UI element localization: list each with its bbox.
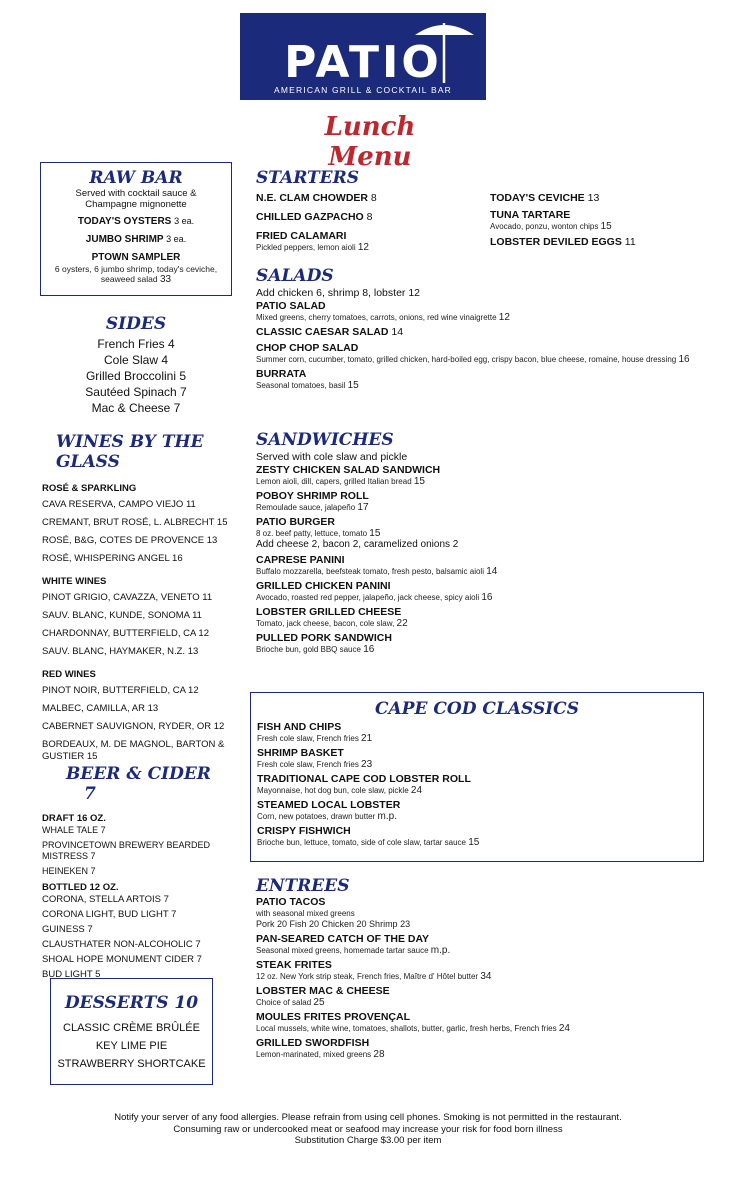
menu-item (256, 326, 706, 339)
menu-item-name: PATIO TACOS (256, 896, 326, 908)
menu-item-desc (256, 381, 706, 391)
menu-item-title: PATIO BURGER (256, 516, 335, 528)
desserts-heading: DESSERTS 10 (64, 993, 199, 1013)
menu-item (257, 799, 703, 822)
sandwiches-heading: SANDWICHES (256, 430, 394, 450)
menu-item-name (256, 211, 476, 224)
draft-title: DRAFT 16 OZ. (42, 813, 106, 824)
menu-item-name (256, 1037, 706, 1050)
menu-item-title: PULLED PORK SANDWICH (256, 632, 392, 644)
menu-item-desc (256, 355, 706, 365)
menu-item-desc (256, 946, 706, 956)
dessert-item: STRAWBERRY SHORTCAKE (57, 1058, 206, 1070)
menu-item-name (256, 300, 706, 313)
menu-item (256, 554, 706, 577)
menu-item-price: 8 (366, 211, 373, 223)
menu-item-desc (256, 477, 706, 487)
menu-item (256, 632, 706, 655)
wines-heading: WINES BY THE GLASS (56, 432, 204, 472)
wine-group-title: WHITE WINES (42, 576, 107, 587)
menu-item (256, 368, 706, 391)
side-item: Mac & Cheese 7 (91, 401, 181, 415)
menu-item-price: 15 (413, 476, 425, 487)
menu-item-desc (257, 734, 703, 744)
menu-item-desc: with seasonal mixed greens (256, 909, 355, 918)
menu-item-desc (256, 529, 706, 539)
starters-heading: STARTERS (256, 168, 360, 188)
menu-item-name (256, 516, 706, 529)
footer-line: Consuming raw or undercooked meat or seafood may increase your risk for food born illness (173, 1123, 563, 1135)
cape-cod-heading: CAPE COD CLASSICS (375, 699, 579, 719)
wines-section (42, 432, 242, 773)
logo-wordmark: PATIO (284, 37, 442, 88)
raw-bar-heading: RAW BAR (89, 168, 183, 188)
wine-item: ROSÉ, WHISPERING ANGEL 16 (42, 553, 183, 564)
menu-item-title: CHOP CHOP SALAD (256, 342, 359, 354)
menu-item-desc-text: Tomato, jack cheese, bacon, cole slaw, (256, 619, 395, 628)
menu-item-price: 15 (468, 837, 480, 848)
menu-item-price: 12 (357, 242, 369, 253)
entrees-heading: ENTREES (256, 876, 350, 896)
menu-item-desc-text: Corn, new potatoes, drawn butter (257, 812, 376, 821)
raw-bar-item-price: 3 ea. (166, 234, 187, 244)
menu-item-name (256, 632, 706, 645)
menu-item-price: 12 (498, 312, 510, 323)
menu-item-price: 13 (587, 192, 600, 204)
menu-item (256, 959, 706, 982)
wine-item: CHARDONNAY, BUTTERFIELD, CA 12 (42, 628, 209, 639)
raw-bar-item-name (41, 215, 231, 228)
menu-item-desc-text: Summer corn, cucumber, tomato, grilled chicken, hard-boiled egg, crispy bacon, blue cheese, romaine, house dressing (256, 355, 677, 364)
menu-item-price: 17 (357, 502, 369, 513)
raw-bar-item-name (41, 251, 231, 264)
menu-item-desc (256, 1024, 706, 1034)
menu-item-price: 15 (600, 221, 612, 232)
menu-item-desc-text: Remoulade sauce, jalapeño (256, 503, 356, 512)
menu-item-name (257, 721, 703, 734)
menu-item-extra: Add cheese 2, bacon 2, caramelized onions 2 (256, 539, 459, 550)
wine-item: PINOT GRIGIO, CAVAZZA, VENETO 11 (42, 592, 213, 603)
sandwiches-section (256, 430, 706, 658)
raw-bar-item-title: JUMBO SHRIMP (85, 234, 164, 245)
menu-item (256, 211, 476, 224)
side-item: Sautéed Spinach 7 (85, 385, 187, 399)
menu-item-price: 8 (370, 192, 377, 204)
sides-heading: SIDES (105, 314, 167, 334)
raw-bar-item-price: 3 ea. (174, 216, 195, 226)
menu-item-price: 21 (361, 733, 373, 744)
menu-item-name (490, 236, 710, 249)
beer-item: BUD LIGHT 5 (42, 969, 101, 980)
menu-item (256, 300, 706, 323)
menu-item-title: CHILLED GAZPACHO (256, 211, 364, 223)
menu-item-desc (256, 243, 476, 253)
menu-item-price: 34 (480, 971, 492, 982)
wine-group-title: RED WINES (42, 669, 96, 680)
menu-item-desc (257, 838, 703, 848)
menu-item-price: 23 (361, 759, 373, 770)
menu-item-title: CLASSIC CAESAR SALAD (256, 326, 389, 338)
menu-item (256, 490, 706, 513)
starters-section (256, 168, 706, 253)
beer-heading: BEER & CIDER (66, 764, 211, 784)
menu-item-price: m.p. (377, 811, 397, 822)
wine-item: PINOT NOIR, BUTTERFIELD, CA 12 (42, 685, 199, 696)
menu-item-desc (256, 1050, 706, 1060)
raw-bar-item-desc (41, 264, 231, 285)
raw-bar-item (41, 215, 231, 228)
menu-item-name (256, 464, 706, 477)
footer-line: Notify your server of any food allergies. Please refrain from using cell phones. Smoking is not permitted in the restaurant. (114, 1112, 622, 1123)
menu-item-desc-text: Fresh cole slaw, French fries (257, 734, 359, 743)
menu-item-title: GRILLED SWORDFISH (256, 1037, 370, 1049)
menu-item-title: CRISPY FISHWICH (257, 825, 351, 837)
sides-section (40, 314, 232, 416)
taco-options: Pork 20 Fish 20 Chicken 20 Shrimp 23 (256, 919, 411, 929)
menu-item (256, 933, 706, 956)
salads-note: Add chicken 6, shrimp 8, lobster 12 (256, 287, 421, 299)
dessert-item: KEY LIME PIE (95, 1040, 168, 1052)
beer-item: PROVINCETOWN BREWERY BEARDED MISTRESS 7 (42, 840, 211, 861)
menu-item-desc (256, 619, 706, 629)
bottled-title: BOTTLED 12 OZ. (42, 882, 119, 893)
beer-section (42, 764, 242, 984)
menu-item-desc-text: Local mussels, white wine, tomatoes, shallots, butter, garlic, fresh herbs, French fries (256, 1024, 557, 1033)
menu-item-name (256, 368, 706, 381)
menu-item-price: 16 (363, 644, 375, 655)
menu-item-title: TUNA TARTARE (490, 209, 571, 221)
beer-item: GUINESS 7 (42, 924, 93, 935)
menu-item (256, 606, 706, 629)
beer-item: HEINEKEN 7 (42, 866, 96, 876)
cape-cod-section (250, 692, 704, 862)
menu-item-desc-text: Choice of salad (256, 998, 312, 1007)
menu-item-title: POBOY SHRIMP ROLL (256, 490, 369, 502)
menu-item-title: LOBSTER GRILLED CHEESE (256, 606, 402, 618)
menu-item-name (256, 342, 706, 355)
menu-item-desc (257, 786, 703, 796)
raw-bar-item-title: TODAY'S OYSTERS (77, 216, 172, 227)
raw-bar-item (41, 251, 231, 285)
raw-bar-item-price: 33 (159, 274, 172, 285)
menu-item (256, 1037, 706, 1060)
menu-item-title: STEAK FRITES (256, 959, 332, 971)
menu-item (256, 580, 706, 603)
menu-item-price: 25 (313, 997, 325, 1008)
menu-item-desc-text: 12 oz. New York strip steak, French fries, Maître d' Hôtel butter (256, 972, 479, 981)
menu-item-title: CAPRESE PANINI (256, 554, 345, 566)
menu-item-desc (256, 998, 706, 1008)
wine-item: BORDEAUX, M. DE MAGNOL, BARTON & GUSTIER 15 (42, 739, 225, 762)
menu-item (256, 464, 706, 487)
menu-item-price: 16 (481, 592, 493, 603)
menu-item-title: MOULES FRITES PROVENÇAL (256, 1011, 411, 1023)
menu-item-desc (257, 760, 703, 770)
beer-item: SHOAL HOPE MONUMENT CIDER 7 (42, 954, 202, 965)
menu-item-desc (256, 313, 706, 323)
side-item: Cole Slaw 4 (103, 353, 169, 367)
menu-item-price: 15 (347, 380, 359, 391)
beer-item: CORONA, STELLA ARTOIS 7 (42, 894, 169, 905)
menu-item-desc (256, 972, 706, 982)
menu-item-price: 15 (369, 528, 381, 539)
menu-item-title: GRILLED CHICKEN PANINI (256, 580, 391, 592)
menu-item (257, 747, 703, 770)
menu-item-name (256, 326, 706, 339)
menu-item-desc-text: Seasonal tomatoes, basil (256, 381, 346, 390)
menu-item-price: 24 (410, 785, 423, 796)
raw-bar-item-desc-text: 6 oysters, 6 jumbo shrimp, today's ceviche, seaweed salad (54, 264, 218, 284)
menu-item (256, 516, 706, 551)
beer-item: CORONA LIGHT, BUD LIGHT 7 (42, 909, 177, 920)
menu-item-name (256, 933, 706, 946)
menu-item (256, 1011, 706, 1034)
menu-item-title: STEAMED LOCAL LOBSTER (257, 799, 401, 811)
menu-item-name (256, 490, 706, 503)
menu-item-title: FISH AND CHIPS (257, 721, 342, 733)
menu-item-desc-text: 8 oz. beef patty, lettuce, tomato (256, 529, 368, 538)
menu-item-price: 22 (396, 618, 408, 629)
sandwiches-note: Served with cole slaw and pickle (256, 451, 408, 463)
menu-item-title: LOBSTER DEVILED EGGS (490, 236, 622, 248)
menu-item-title: SHRIMP BASKET (257, 747, 344, 759)
menu-item-desc-text: Lemon aioli, dill, capers, grilled Italian bread (256, 477, 412, 486)
menu-item-desc-text: Mixed greens, cherry tomatoes, carrots, onions, red wine vinaigrette (256, 313, 497, 322)
menu-item-title: LOBSTER MAC & CHEESE (256, 985, 390, 997)
menu-item-desc (490, 222, 710, 232)
menu-item-price: 24 (558, 1023, 570, 1034)
menu-item-price: 28 (373, 1049, 385, 1060)
menu-item-desc-text: Avocado, ponzu, wonton chips (490, 222, 599, 231)
menu-item-name (256, 606, 706, 619)
raw-bar-section (40, 162, 232, 296)
beer-item: CLAUSTHATER NON-ALCOHOLIC 7 (42, 939, 201, 950)
menu-item-name (256, 192, 476, 205)
menu-item-title: TODAY'S CEVICHE (490, 192, 585, 204)
dessert-item: CLASSIC CRÈME BRÛLÉE (63, 1022, 200, 1034)
menu-item-desc-text: Brioche bun, lettuce, tomato, side of cole slaw, tartar sauce (257, 838, 466, 847)
menu-item-desc (257, 812, 703, 822)
menu-item-desc-text: Seasonal mixed greens, homemade tartar sauce (256, 946, 429, 955)
menu-item-price: m.p. (430, 945, 451, 956)
wine-item: CREMANT, BRUT ROSÉ, L. ALBRECHT 15 (42, 517, 228, 528)
menu-item-desc-text: Avocado, roasted red pepper, jalapeño, jack cheese, spicy aioli (256, 593, 480, 602)
logo (240, 13, 486, 100)
wine-item: SAUV. BLANC, KUNDE, SONOMA 11 (42, 610, 202, 621)
menu-item-desc-text: Fresh cole slaw, French fries (257, 760, 359, 769)
page-title: Lunch Menu (324, 112, 416, 172)
salads-heading: SALADS (256, 266, 334, 286)
menu-item-price: 14 (486, 566, 498, 577)
menu-item-name (257, 799, 703, 812)
menu-item (490, 236, 710, 249)
footer (40, 1112, 696, 1147)
menu-item-desc-text: Brioche bun, gold BBQ sauce (256, 645, 361, 654)
menu-item-title: N.E. CLAM CHOWDER (256, 192, 368, 204)
menu-item-name (256, 1011, 706, 1024)
desserts-section (50, 978, 213, 1085)
menu-item-price: 16 (678, 354, 690, 365)
menu-item-desc (256, 567, 706, 577)
menu-item-desc-text: Mayonnaise, hot dog bun, cole slaw, pickle (257, 786, 409, 795)
raw-bar-item-title: PTOWN SAMPLER (91, 252, 181, 263)
side-item: French Fries 4 (97, 337, 175, 351)
menu-item (257, 721, 703, 744)
menu-item-title: FRIED CALAMARI (256, 230, 347, 242)
wine-item: SAUV. BLANC, HAYMAKER, N.Z. 13 (42, 646, 199, 657)
footer-line: Substitution Charge $3.00 per item (294, 1135, 442, 1146)
menu-item (490, 192, 710, 205)
menu-item-desc-text: Pickled peppers, lemon aioli (256, 243, 356, 252)
menu-item-name (490, 192, 710, 205)
menu-item (257, 825, 703, 848)
menu-item (256, 192, 476, 205)
beer-item: WHALE TALE 7 (42, 825, 106, 835)
wine-group-title: ROSÉ & SPARKLING (42, 483, 137, 494)
salads-section (256, 266, 706, 394)
menu-item-price: 11 (624, 236, 636, 248)
side-item: Grilled Broccolini 5 (85, 369, 187, 383)
menu-item-desc (256, 645, 706, 655)
menu-item (256, 342, 706, 365)
menu-item-name (257, 773, 703, 786)
wine-item: ROSÉ, B&G, COTES DE PROVENCE 13 (42, 535, 218, 546)
menu-item-desc (256, 503, 706, 513)
menu-item-title: ZESTY CHICKEN SALAD SANDWICH (256, 464, 441, 476)
menu-item-name (256, 554, 706, 567)
wine-item: CABERNET SAUVIGNON, RYDER, OR 12 (42, 721, 225, 732)
menu-item-title: BURRATA (256, 368, 307, 380)
menu-item (490, 209, 710, 232)
menu-item-title: PATIO SALAD (256, 300, 326, 312)
menu-item-desc-text: Lemon-marinated, mixed greens (256, 1050, 372, 1059)
logo-tagline: AMERICAN GRILL & COCKTAIL BAR (273, 85, 453, 95)
raw-bar-note: Served with cocktail sauce & Champagne mignonette (75, 188, 197, 210)
menu-item-desc-text: Buffalo mozzarella, beefsteak tomato, fresh pesto, balsamic aioli (256, 567, 484, 576)
menu-item-name (257, 747, 703, 760)
menu-item-title: PAN-SEARED CATCH OF THE DAY (256, 933, 430, 945)
entrees-section (256, 876, 706, 1063)
menu-item-name (257, 825, 703, 838)
menu-item-desc (256, 593, 706, 603)
menu-item (256, 230, 476, 253)
raw-bar-item (41, 233, 231, 246)
menu-item-title: TRADITIONAL CAPE COD LOBSTER ROLL (257, 773, 471, 785)
wine-item: MALBEC, CAMILLA, AR 13 (42, 703, 159, 714)
menu-item (256, 985, 706, 1008)
beer-price: 7 (84, 784, 96, 804)
menu-item-price: 14 (391, 326, 404, 338)
menu-item (257, 773, 703, 796)
wine-item: CAVA RESERVA, CAMPO VIEJO 11 (42, 499, 196, 510)
raw-bar-item-name (41, 233, 231, 246)
